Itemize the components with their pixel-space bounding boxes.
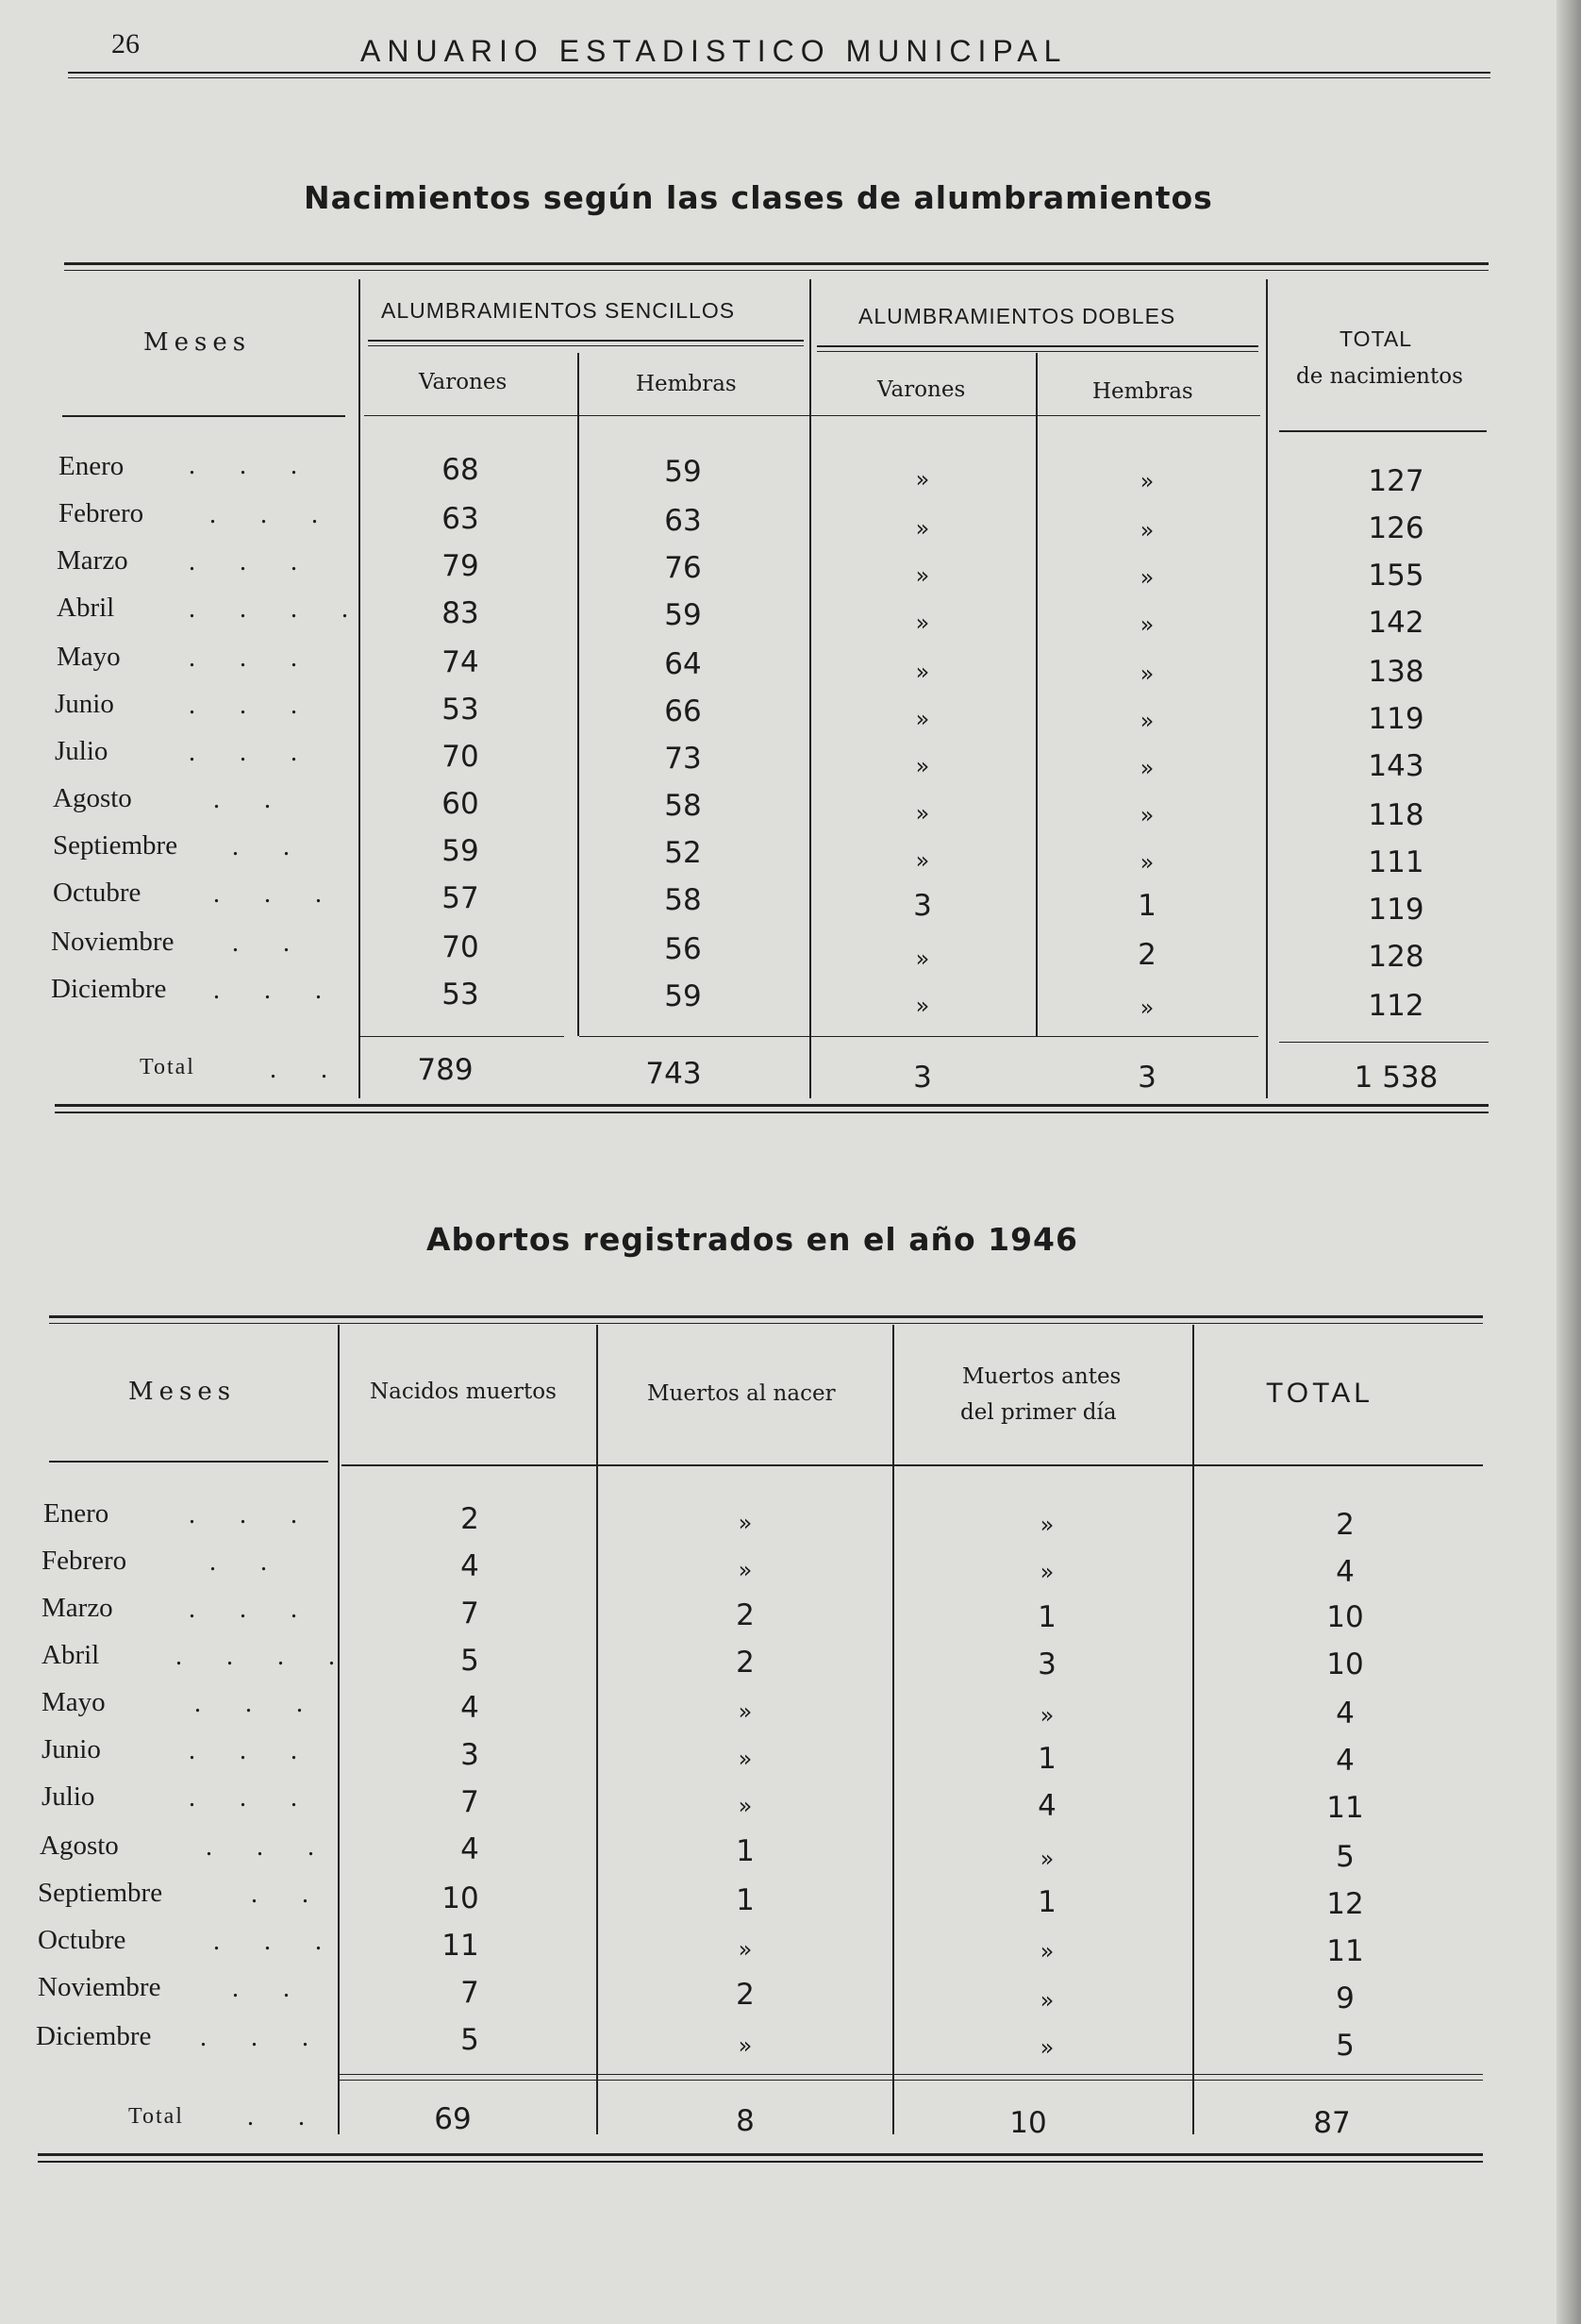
table1-dobles-hembras: » [1140, 755, 1155, 781]
table1-subtotal-rule-2 [579, 1036, 1258, 1037]
table1-month: Agosto [53, 783, 132, 813]
table1-dobles-hembras: » [1140, 468, 1155, 494]
table1-sencillos-varones: 60 [441, 787, 479, 821]
table2-grand-total: 87 [1313, 2106, 1351, 2140]
table1-month: Julio [55, 736, 108, 766]
table1-dobles-varones: 3 [913, 889, 932, 923]
table1-total-dobles-varones: 3 [913, 1061, 932, 1095]
table2-muertos-al-nacer: 1 [736, 1883, 755, 1917]
table1-dobles-underline-thin [817, 351, 1258, 352]
table1-sencillos-hembras: 59 [664, 455, 702, 489]
table1-dobles-hembras: » [1140, 611, 1155, 638]
table2-muertos-antes: » [1040, 1987, 1055, 2014]
table1-total: 119 [1368, 702, 1424, 736]
table2-col-muertos-al-nacer: Muertos al nacer [647, 1381, 836, 1406]
table1-total: 155 [1368, 559, 1424, 593]
table1-dobles-varones: » [915, 847, 930, 874]
table1-col-total-line2: de nacimientos [1296, 364, 1463, 389]
table1-header-rule-left [62, 415, 345, 417]
table2-nacidos-muertos: 5 [460, 2023, 479, 2057]
table1-total-dobles-hembras: 3 [1138, 1061, 1157, 1095]
table1-sencillos-hembras: 76 [664, 551, 702, 585]
table1-sencillos-varones: 83 [441, 596, 479, 630]
table2-total-nacidos-muertos: 69 [434, 2102, 472, 2136]
table1-sencillos-hembras: 58 [664, 883, 702, 917]
table1-dobles-varones: » [915, 466, 930, 493]
page-number: 26 [111, 28, 140, 59]
table1-header-rule-mid [364, 415, 1260, 416]
table1-dobles-hembras: » [1140, 995, 1155, 1021]
table2-subtotal-rule [340, 2074, 1483, 2075]
table1-sencillos-varones: 74 [441, 645, 479, 679]
table1-subtotal-rule [360, 1036, 564, 1037]
table2-month: Julio [42, 1781, 95, 1812]
table1-col-sencillos-hembras: Hembras [636, 372, 737, 396]
table1-month: Abril [57, 593, 115, 623]
table1-total: 119 [1368, 893, 1424, 927]
table1-divider-sencillos-inner [577, 353, 579, 1036]
table2-muertos-antes: » [1040, 1702, 1055, 1729]
table2-total: 5 [1336, 2029, 1355, 2063]
table2-col-muertos-antes-line2: del primer día [960, 1400, 1117, 1425]
table1-month: Febrero [58, 498, 144, 528]
table1-dobles-hembras: » [1140, 708, 1155, 734]
table1-sencillos-hembras: 56 [664, 932, 702, 966]
table1-bottom-rule [55, 1104, 1489, 1107]
table2-bottom-rule-2 [38, 2161, 1483, 2163]
table1-sencillos-hembras: 58 [664, 789, 702, 823]
table1-col-dobles-varones: Varones [877, 377, 966, 402]
table2-month: Mayo [42, 1687, 106, 1717]
table1-dobles-hembras: » [1140, 849, 1155, 876]
table2-muertos-al-nacer: » [738, 2032, 753, 2059]
table1-dobles-varones: » [915, 659, 930, 685]
table2-total: 4 [1336, 1744, 1355, 1778]
table2-top-rule-thin [49, 1323, 1483, 1324]
table2-total: 4 [1336, 1555, 1355, 1589]
table2-nacidos-muertos: 7 [460, 1976, 479, 2010]
table2-total: 10 [1326, 1600, 1364, 1634]
table1-dobles-hembras: » [1140, 660, 1155, 687]
table1-col-meses: Meses [143, 328, 252, 357]
table1-month: Mayo [57, 642, 121, 672]
table1-dobles-hembras: » [1140, 517, 1155, 543]
table2-month: Abril [42, 1640, 100, 1670]
table2-month: Septiembre [38, 1878, 163, 1908]
table1-sencillos-varones: 53 [441, 978, 479, 1012]
table2-muertos-antes: » [1040, 1559, 1055, 1585]
table1-total: 126 [1368, 511, 1424, 545]
table2-divider-months [338, 1325, 340, 2134]
table2-nacidos-muertos: 7 [460, 1785, 479, 1819]
table2-top-rule [49, 1315, 1483, 1318]
table2-total: 11 [1326, 1934, 1364, 1968]
table1-sencillos-hembras: 63 [664, 504, 702, 538]
table1-sencillos-hembras: 64 [664, 647, 702, 681]
table1-sencillos-hembras: 66 [664, 694, 702, 728]
table2-muertos-al-nacer: » [738, 1698, 753, 1725]
table1-month: Noviembre [51, 927, 175, 957]
table1-bottom-rule-2 [55, 1112, 1489, 1113]
header-rule-thin [68, 77, 1490, 78]
table1-sencillos-varones: 68 [441, 453, 479, 487]
table1-month: Octubre [53, 878, 141, 908]
table2-nacidos-muertos: 7 [460, 1597, 479, 1630]
table2-muertos-al-nacer: » [738, 1936, 753, 1963]
table1-divider-dobles-inner [1036, 353, 1038, 1036]
table2-nacidos-muertos: 5 [460, 1644, 479, 1678]
table1-divider-groups [809, 279, 811, 1098]
table1-month: Marzo [57, 545, 128, 576]
table1-total: 138 [1368, 655, 1424, 689]
table2-muertos-al-nacer: » [738, 1510, 753, 1536]
table1-total: 112 [1368, 989, 1424, 1023]
page-edge [1556, 0, 1581, 2324]
table1-group-dobles: ALUMBRAMIENTOS DOBLES [858, 304, 1176, 328]
table2-muertos-al-nacer: » [738, 1557, 753, 1583]
table2-total: 10 [1326, 1647, 1364, 1681]
table2-header-rule [341, 1464, 1483, 1466]
table2-total-label: Total [128, 2104, 184, 2129]
table1-top-rule-thin [64, 270, 1489, 271]
table2-total: 9 [1336, 1981, 1355, 2015]
table2-month: Diciembre [36, 2021, 152, 2051]
table1-total-sencillos-varones: 789 [417, 1053, 474, 1087]
table2-muertos-antes: 1 [1038, 1742, 1057, 1776]
table1-title: Nacimientos según las clases de alumbramientos [304, 179, 1213, 216]
table2-nacidos-muertos: 2 [460, 1502, 479, 1536]
table2-divider-2 [892, 1325, 894, 2134]
table2-nacidos-muertos: 4 [460, 1832, 479, 1866]
table2-muertos-antes: » [1040, 2034, 1055, 2061]
table2-total: 5 [1336, 1840, 1355, 1874]
table2-month: Octubre [38, 1925, 126, 1955]
table1-grand-total: 1 538 [1354, 1061, 1439, 1095]
table1-col-dobles-hembras: Hembras [1092, 379, 1193, 404]
table1-sencillos-varones: 79 [441, 549, 479, 583]
table1-month: Junio [55, 689, 114, 719]
table1-sencillos-hembras: 59 [664, 598, 702, 632]
table1-total-label: Total [140, 1055, 195, 1079]
table2-muertos-al-nacer: 2 [736, 1598, 755, 1632]
table2-month: Agosto [40, 1831, 119, 1861]
table2-nacidos-muertos: 11 [441, 1929, 479, 1963]
table1-total: 127 [1368, 464, 1424, 498]
table2-total-muertos-al-nacer: 8 [736, 2104, 755, 2138]
table1-dobles-hembras: 2 [1138, 938, 1157, 972]
table2-nacidos-muertos: 3 [460, 1738, 479, 1772]
table2-muertos-al-nacer: » [738, 1746, 753, 1772]
table2-total: 4 [1336, 1697, 1355, 1730]
table1-dobles-varones: » [915, 610, 930, 636]
table1-col-sencillos-varones: Varones [419, 370, 508, 394]
table1-dobles-varones: » [915, 562, 930, 589]
table1-sencillos-hembras: 73 [664, 742, 702, 776]
table2-muertos-al-nacer: 2 [736, 1978, 755, 2012]
table2-muertos-antes: 3 [1038, 1647, 1057, 1681]
table1-total: 128 [1368, 940, 1424, 974]
table2-divider-1 [596, 1325, 598, 2134]
table2-col-muertos-antes-line1: Muertos antes [962, 1364, 1122, 1389]
table2-col-nacidos-muertos: Nacidos muertos [370, 1379, 557, 1404]
table2-month: Noviembre [38, 1972, 161, 2002]
table2-divider-3 [1192, 1325, 1194, 2134]
document-page: 26 ANUARIO ESTADISTICO MUNICIPAL Nacimientos según las clases de alumbramientos Meses ALUMBRAMIENTOS SENCILLOS ALUMBRAMIENTOS DOBLES Varones Hembras Varones Hembras TOTAL de nacimientos Enero . . . 68 59 » » 127 Febrero . . . 63 63 » » 126 Marzo . . . 79 76 » » 155 Abril . . . . 83 59 » » 142 Mayo . . . 74 64 » » 138 Junio . . . 53 66 » » 119 Julio . . . 70 73 » » 143 Agosto . . 60 58 » » 118 Septiembre . . 59 52 » » 111 Octubre . . . 57 58 3 1 119 Noviembre . . 70 56 » 2 128 Diciembre . . . 53 59 » » 112 Total . . 789 743 3 3 1 538 Abortos registrados en el año 1946 Meses Nacidos muertos Muertos al nacer Muertos antes del primer día TOTAL Enero . . . 2 » » 2 Febrero . . 4 » » 4 Marzo . . . 7 2 1 10 Abril . . . . 5 2 3 10 Mayo . . . 4 » » 4 Junio . . . 3 » 1 4 Julio . . . 7 » 4 11 Agosto . . . 4 1 » 5 Septiembre . . 10 1 1 12 Octubre . . . 11 » » 11 Noviembre . . 7 2 » 9 Diciembre . . . 5 » » 5 Total . . 69 8 10 87 [0, 0, 1581, 2324]
table2-total: 2 [1336, 1508, 1355, 1542]
table1-dobles-varones: » [915, 945, 930, 972]
table1-sencillos-varones: 63 [441, 502, 479, 536]
table1-dobles-varones: » [915, 993, 930, 1019]
table1-divider-total [1266, 279, 1268, 1098]
table1-dobles-varones: » [915, 800, 930, 827]
table2-nacidos-muertos: 4 [460, 1691, 479, 1725]
table1-subtotal-rule-3 [1279, 1042, 1489, 1043]
table1-total: 118 [1368, 798, 1424, 832]
table2-month: Enero [43, 1498, 109, 1529]
running-title: ANUARIO ESTADISTICO MUNICIPAL [360, 34, 1068, 68]
table2-muertos-antes: 4 [1038, 1789, 1057, 1823]
table1-total-sencillos-hembras: 743 [645, 1057, 702, 1091]
table2-title: Abortos registrados en el año 1946 [426, 1221, 1078, 1258]
table2-total-muertos-antes: 10 [1009, 2106, 1047, 2140]
table2-nacidos-muertos: 4 [460, 1549, 479, 1583]
table1-sencillos-underline [368, 340, 804, 342]
table2-nacidos-muertos: 10 [441, 1881, 479, 1915]
table1-month: Enero [58, 451, 125, 481]
table2-subtotal-rule-2 [340, 2080, 1483, 2081]
table2-muertos-antes: 1 [1038, 1885, 1057, 1919]
table1-top-rule [64, 262, 1489, 265]
table2-month: Febrero [42, 1546, 127, 1576]
table1-dobles-varones: » [915, 706, 930, 732]
table2-col-total: TOTAL [1266, 1378, 1373, 1409]
table1-sencillos-varones: 70 [441, 930, 479, 964]
table1-total: 111 [1368, 845, 1424, 879]
table1-dobles-hembras: » [1140, 564, 1155, 591]
table2-month: Junio [42, 1734, 101, 1764]
table1-sencillos-varones: 53 [441, 693, 479, 727]
table2-total: 12 [1326, 1887, 1364, 1921]
table1-sencillos-varones: 70 [441, 740, 479, 774]
table1-dobles-hembras: 1 [1138, 889, 1157, 923]
table1-divider-months [358, 279, 360, 1098]
table2-muertos-antes: 1 [1038, 1600, 1057, 1634]
table2-muertos-antes: » [1040, 1938, 1055, 1965]
table1-group-sencillos: ALUMBRAMIENTOS SENCILLOS [381, 298, 736, 323]
table2-muertos-antes: » [1040, 1512, 1055, 1538]
table1-total: 143 [1368, 749, 1424, 783]
table1-dobles-hembras: » [1140, 802, 1155, 828]
table2-col-meses: Meses [128, 1378, 237, 1406]
table2-muertos-al-nacer: 1 [736, 1834, 755, 1868]
header-rule [68, 72, 1490, 74]
table1-sencillos-varones: 57 [441, 881, 479, 915]
table1-sencillos-underline-thin [368, 345, 804, 346]
table1-sencillos-hembras: 52 [664, 836, 702, 870]
table1-sencillos-hembras: 59 [664, 979, 702, 1013]
table2-muertos-al-nacer: 2 [736, 1646, 755, 1680]
table2-muertos-antes: » [1040, 1846, 1055, 1872]
table1-sencillos-varones: 59 [441, 834, 479, 868]
table1-col-total-line1: TOTAL [1340, 326, 1412, 351]
table1-header-rule-total [1279, 430, 1487, 432]
table1-total: 142 [1368, 606, 1424, 640]
table2-muertos-al-nacer: » [738, 1793, 753, 1819]
table1-month: Diciembre [51, 974, 167, 1004]
table1-dobles-varones: » [915, 515, 930, 542]
table2-total: 11 [1326, 1791, 1364, 1825]
table1-month: Septiembre [53, 830, 178, 861]
table2-month: Marzo [42, 1593, 113, 1623]
table2-header-rule-left [49, 1461, 328, 1463]
table2-bottom-rule [38, 2153, 1483, 2156]
table1-dobles-underline [817, 345, 1258, 347]
table1-dobles-varones: » [915, 753, 930, 779]
